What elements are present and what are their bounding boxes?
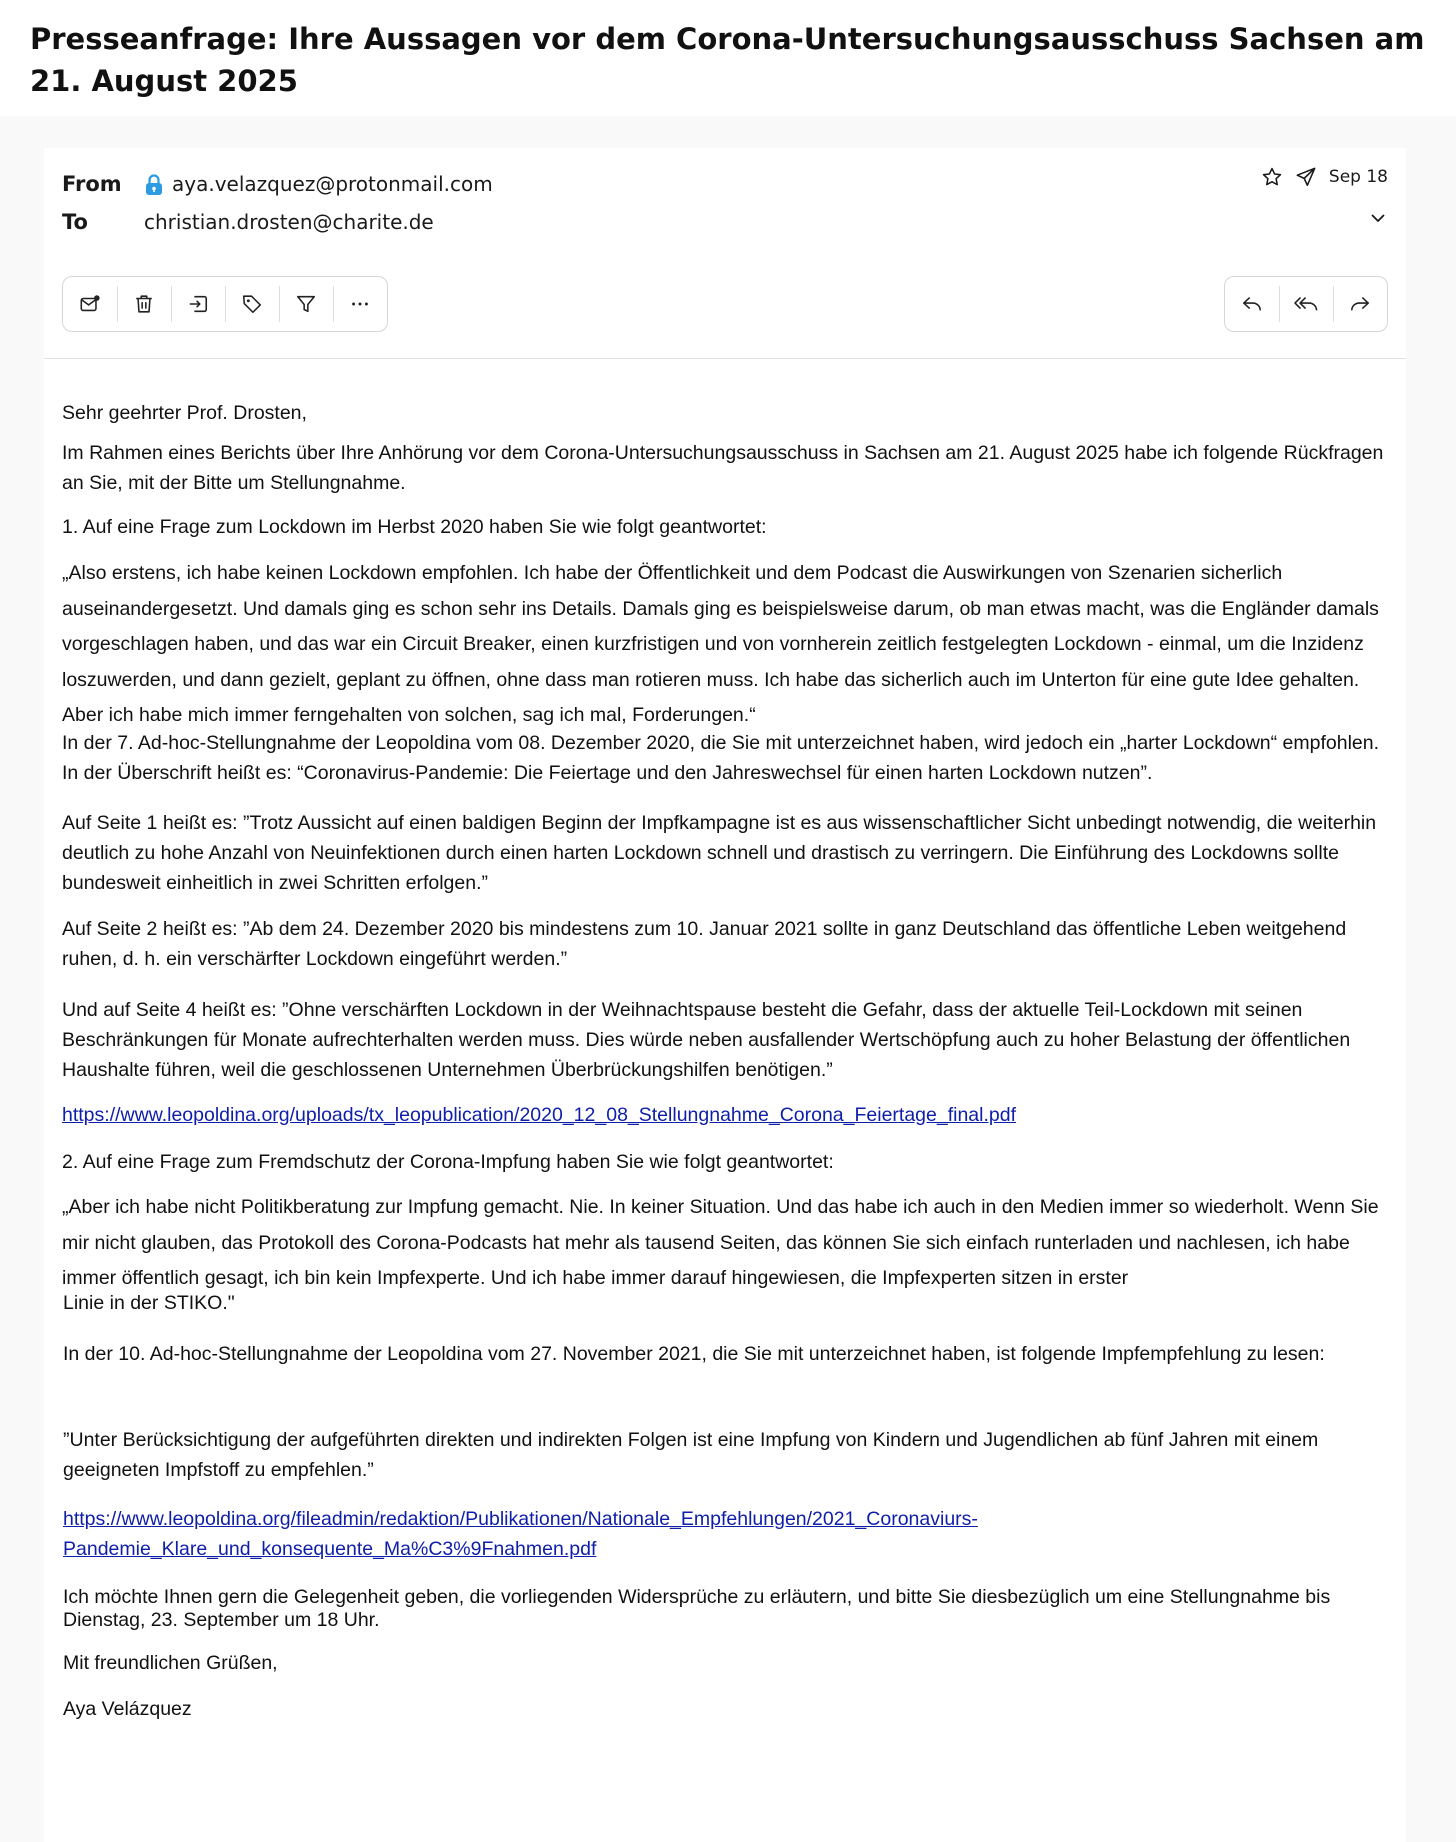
- question-1-page-2: Auf Seite 2 heißt es: ”Ab dem 24. Dezember 2020 bis mindestens zum 10. Januar 2021 sollte in ganz Deutschland das öffentliche Leben weitgehend ruhen, d. h. ein verschärfter Lockdown eingeführt werden.”: [62, 918, 1347, 970]
- message-view: [0, 116, 1456, 1842]
- intro-paragraph: Im Rahmen eines Berichts über Ihre Anhörung vor dem Corona-Untersuchungsausschuss in Sachsen am 21. August 2025 habe ich folgende Rückfragen an Sie, mit der Bitte um Stellungnahme.: [62, 442, 1384, 494]
- reply-button[interactable]: [1225, 277, 1279, 331]
- question-1-quote: „Also erstens, ich habe keinen Lockdown empfohlen. Ich habe der Öffentlichkeit und dem Podcast die Auswirkungen von Szenarien sicherlich auseinandergesetzt. Und damals ging es schon sehr ins Details. Damals ging es beispielsweise darum, ob man etwas macht, was die Engländer damals vorgeschlagen haben, und das war ein Circuit Breaker, einen kurzfristigen und von vornherein zeitlich festgelegten Lockdown - einmal, um die Inzidenz loszuwerden, und dann gezielt, geplant zu öffnen, ohne dass man rotieren muss. Ich habe das sicherlich auch im Unterton für eine gute Idee gehalten. Aber ich habe mich immer ferngehalten von solchen, sag ich mal, Forderungen.“: [62, 562, 1379, 726]
- star-icon[interactable]: [1261, 166, 1283, 188]
- mark-unread-icon: [79, 293, 101, 315]
- message-actions-toolbar: [62, 276, 388, 332]
- to-label: To: [62, 210, 88, 234]
- paper-plane-icon: [1295, 166, 1317, 188]
- question-2-quote-2: ”Unter Berücksichtigung der aufgeführten direkten und indirekten Folgen ist eine Impfung von Kindern und Jugendlichen ab fünf Jahren mit einem geeigneten Impfstoff zu empfehlen.”: [63, 1429, 1319, 1481]
- filter-icon: [295, 293, 317, 315]
- link-leopoldina-2021: [63, 1504, 1393, 1564]
- label-tag-icon: [241, 293, 263, 315]
- delete-button[interactable]: [117, 277, 171, 331]
- more-icon: [349, 293, 371, 315]
- link-leopoldina-2021-anchor-2[interactable]: Pandemie_Klare_und_konsequente_Ma%C3%9Fnahmen.pdf: [63, 1538, 597, 1560]
- message-card: [44, 148, 1406, 1842]
- from-label: From: [62, 172, 122, 196]
- closing-request: Ich möchte Ihnen gern die Gelegenheit geben, die vorliegenden Widersprüche zu erläutern, und bitte Sie diesbezüglich um eine Stellungnahme bis Dienstag, 23. September um 18 Uhr.: [63, 1586, 1331, 1631]
- header-divider: [44, 358, 1406, 359]
- sender-address[interactable]: aya.velazquez@protonmail.com: [172, 172, 493, 196]
- recipient-address[interactable]: christian.drosten@charite.de: [144, 210, 434, 234]
- reply-toolbar: [1224, 276, 1388, 332]
- question-1-leopoldina: In der 7. Ad-hoc-Stellungnahme der Leopoldina vom 08. Dezember 2020, die Sie mit unterzeichnet haben, wird jedoch ein „harter Lockdown“ empfohlen. In der Überschrift heißt es: “Coronavirus-Pandemie: Die Feiertage und den Jahreswechsel für einen harten Lockdown nutzen”.: [62, 732, 1380, 784]
- move-to-folder-button[interactable]: [171, 277, 225, 331]
- lock-icon: [144, 173, 164, 197]
- regards: Mit freundlichen Grüßen,: [63, 1652, 278, 1674]
- link-leopoldina-2021-anchor-1[interactable]: https://www.leopoldina.org/fileadmin/redaktion/Publikationen/Nationale_Empfehlungen/2021_Coronaviurs-: [63, 1508, 978, 1530]
- question-1-page-4: Und auf Seite 4 heißt es: ”Ohne verschärften Lockdown in der Weihnachtspause besteht die Gefahr, dass der aktuelle Teil-Lockdown mit seinen Beschränkungen für Monate aufrechterhalten werden muss. Dies würde neben ausfallender Wertschöpfung auch zu hoher Belastung der öffentlichen Haushalte führen, weil die geschlossenen Unternehmen Überbrückungshilfen benötigen.”: [62, 999, 1351, 1081]
- mark-unread-button[interactable]: [63, 277, 117, 331]
- question-2-leopoldina: In der 10. Ad-hoc-Stellungnahme der Leopoldina vom 27. November 2021, die Sie mit unterzeichnet haben, ist folgende Impfempfehlung zu lesen:: [63, 1343, 1325, 1365]
- reply-icon: [1241, 293, 1263, 315]
- question-1-page-1: Auf Seite 1 heißt es: ”Trotz Aussicht auf einen baldigen Beginn der Impfkampagne ist es aus wissenschaftlicher Sicht unbedingt notwendig, die weiterhin deutlich zu hohe Anzahl von Neuinfektionen durch einen harten Lockdown schnell und drastisch zu verringern. Die Einführung des Lockdowns sollte bundesweit einheitlich in zwei Schritten erfolgen.”: [62, 812, 1377, 894]
- filter-button[interactable]: [279, 277, 333, 331]
- chevron-down-icon[interactable]: [1368, 208, 1388, 228]
- forward-button[interactable]: [1333, 277, 1387, 331]
- question-2-quote: „Aber ich habe nicht Politikberatung zur Impfung gemacht. Nie. In keiner Situation. Und das habe ich auch in den Medien immer so wiederholt. Wenn Sie mir nicht glauben, das Protokoll des Corona-Podcasts hat mehr als tausend Seiten, das können Sie sich einfach runterladen und nachlesen, ich habe immer öffentlich gesagt, ich bin kein Impfexperte. Und ich habe immer darauf hingewiesen, die Impfexperten sitzen in erster: [62, 1196, 1379, 1289]
- page-title: Presseanfrage: Ihre Aussagen vor dem Corona-Untersuchungsausschuss Sachsen am 21. August 2025: [30, 22, 1425, 98]
- trash-icon: [133, 293, 155, 315]
- label-button[interactable]: [225, 277, 279, 331]
- more-actions-button[interactable]: [333, 277, 387, 331]
- question-2-quote-end: Linie in der STIKO.": [63, 1292, 235, 1314]
- link-leopoldina-2020: [62, 1100, 1392, 1130]
- message-meta: [1261, 166, 1388, 188]
- reply-all-button[interactable]: [1279, 277, 1333, 331]
- salutation: Sehr geehrter Prof. Drosten,: [62, 402, 307, 424]
- message-date: Sep 18: [1328, 167, 1388, 187]
- reply-all-icon: [1293, 293, 1319, 315]
- question-1-intro: 1. Auf eine Frage zum Lockdown im Herbst 2020 haben Sie wie folgt geantwortet:: [62, 516, 767, 538]
- move-to-folder-icon: [187, 293, 209, 315]
- signature: Aya Velázquez: [63, 1698, 192, 1720]
- forward-icon: [1349, 293, 1371, 315]
- link-leopoldina-2020-anchor[interactable]: https://www.leopoldina.org/uploads/tx_leopublication/2020_12_08_Stellungnahme_Corona_Feiertage_final.pdf: [62, 1104, 1017, 1126]
- question-2-intro: 2. Auf eine Frage zum Fremdschutz der Corona-Impfung haben Sie wie folgt geantwortet:: [62, 1151, 834, 1173]
